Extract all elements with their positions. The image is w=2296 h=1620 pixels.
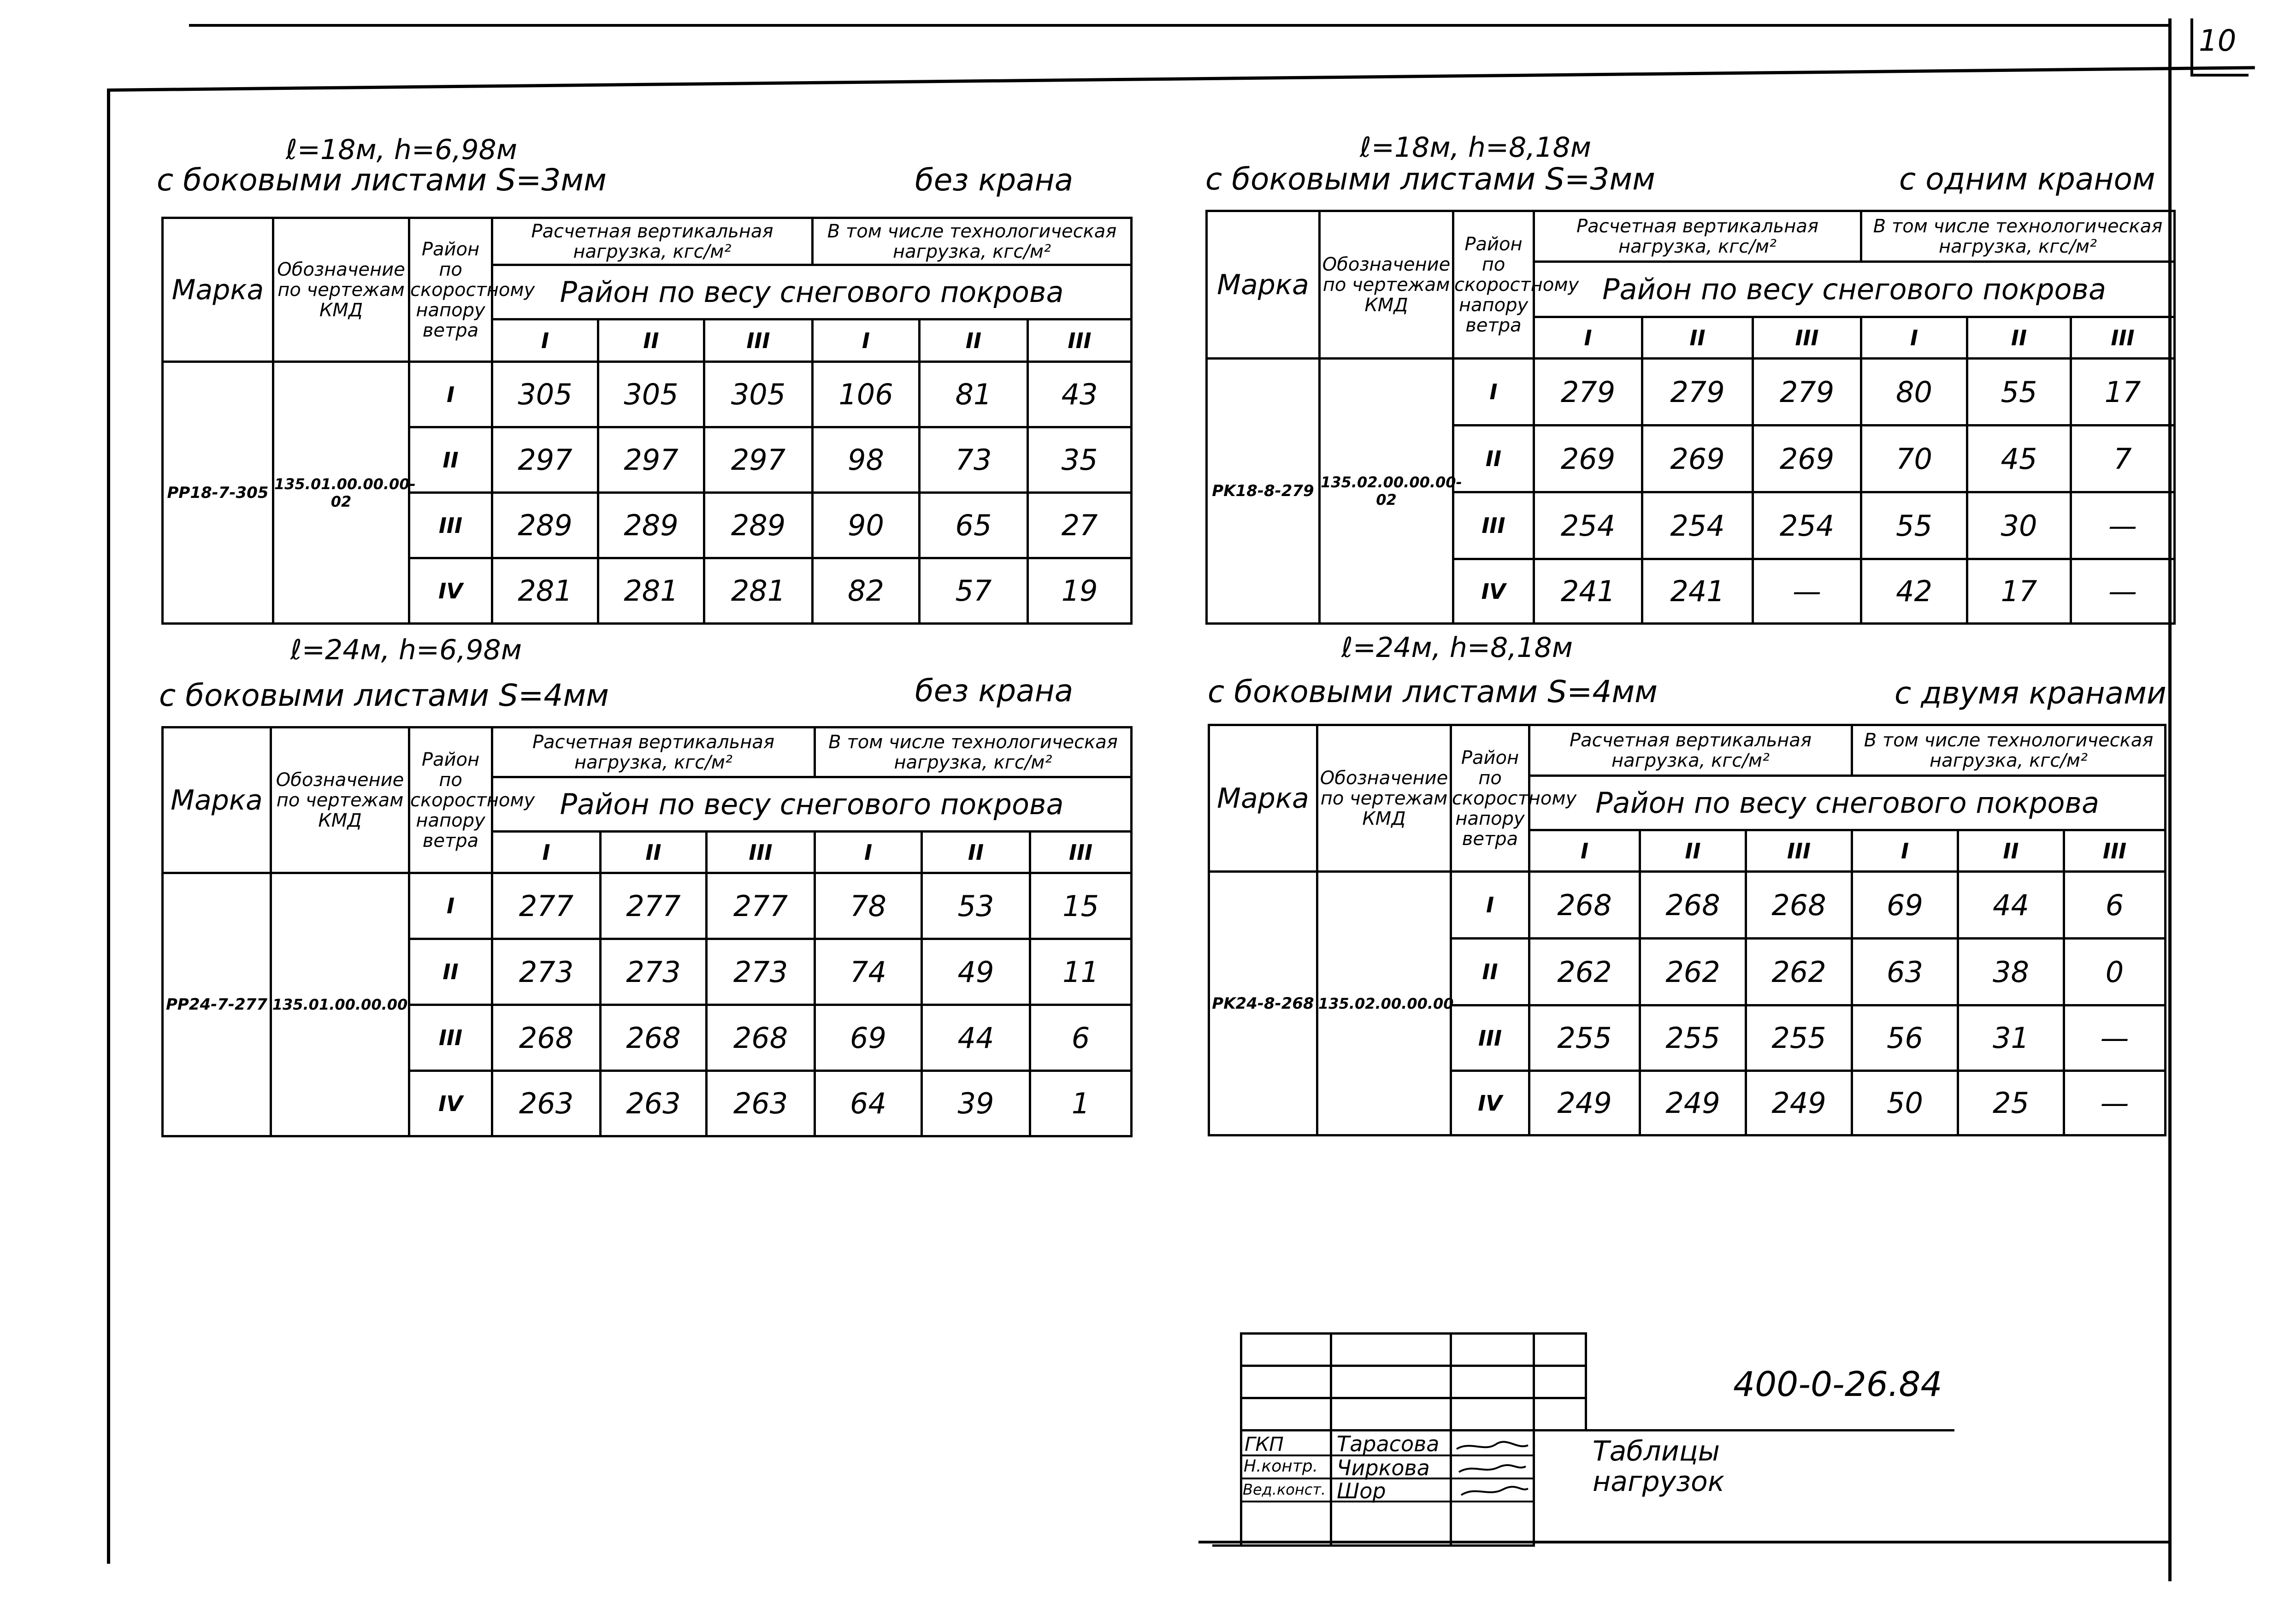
table-3-snow-region: III xyxy=(1030,832,1132,873)
title-block-line xyxy=(1212,1544,1535,1547)
table-cell: 268 xyxy=(492,1005,601,1071)
table-2-wind-region: IV xyxy=(1453,559,1534,624)
table-cell: 249 xyxy=(1746,1071,1852,1135)
table-cell: 262 xyxy=(1640,939,1746,1005)
table-cell: 65 xyxy=(920,493,1028,558)
table-cell: 297 xyxy=(598,427,704,493)
table-cell: 273 xyxy=(707,939,815,1005)
table-2-tech-load-header: В том числе технологическая нагрузка, кгс/м² xyxy=(1861,211,2175,262)
table-1-snow-region: III xyxy=(1028,319,1132,362)
table-4-snow-header: Район по весу снегового покрова xyxy=(1529,776,2166,830)
table-4-mark-header: Марка xyxy=(1209,725,1317,872)
table-4-wind-header: Район по скоростному напору ветра xyxy=(1451,725,1529,872)
table-4-snow-region: II xyxy=(1958,830,2064,872)
table-4-brand: PK24-8-268 xyxy=(1209,872,1317,1135)
table-1-designation: 135.01.00.00.00-02 xyxy=(273,362,409,624)
table-cell: 25 xyxy=(1958,1071,2064,1135)
table-cell: 57 xyxy=(920,558,1028,624)
table-2-design-load-header: Расчетная вертикальная нагрузка, кгс/м² xyxy=(1534,211,1861,262)
table-3-mark-header: Марка xyxy=(163,727,271,873)
table-2-snow-region: I xyxy=(1534,317,1642,359)
table-cell: 35 xyxy=(1028,427,1132,493)
table-cell: 277 xyxy=(492,873,601,939)
table-1-snow-region: II xyxy=(920,319,1028,362)
table-cell: 263 xyxy=(707,1071,815,1136)
frame-inner-top-line xyxy=(107,66,2255,92)
table-2-sheets: с боковыми листами S=3мм xyxy=(1205,161,1655,197)
table-2-snow-region: II xyxy=(1967,317,2071,359)
table-1-brand: PP18-7-305 xyxy=(163,362,273,624)
table-3-brand: PP24-7-277 xyxy=(163,873,271,1136)
table-cell: 263 xyxy=(492,1071,601,1136)
table-cell: 0 xyxy=(2064,939,2166,1005)
table-3-tech-load-header: В том числе технологическая нагрузка, кгс/м² xyxy=(815,727,1132,777)
sheet-number: 10 xyxy=(2199,24,2237,58)
table-1-sheets: с боковыми листами S=3мм xyxy=(157,162,607,198)
person-name: Шор xyxy=(1337,1478,1386,1503)
table-2-mark-header: Марка xyxy=(1207,211,1320,359)
table-cell: 269 xyxy=(1534,426,1642,492)
title-block-line xyxy=(1240,1332,1242,1544)
table-cell: — xyxy=(2071,559,2175,624)
table-cell: 281 xyxy=(704,558,813,624)
table-cell: 279 xyxy=(1753,359,1861,426)
table-cell: 273 xyxy=(492,939,601,1005)
table-cell: 241 xyxy=(1642,559,1753,624)
table-cell: 56 xyxy=(1852,1005,1958,1071)
table-3-snow-header: Район по весу снегового покрова xyxy=(492,777,1132,832)
table-3-wind-region: IV xyxy=(409,1071,492,1136)
table-cell: 305 xyxy=(598,362,704,427)
document-code: 400-0-26.84 xyxy=(1733,1365,1942,1404)
table-4-snow-region: III xyxy=(1746,830,1852,872)
table-1-snow-region: III xyxy=(704,319,813,362)
table-cell: 249 xyxy=(1640,1071,1746,1135)
table-1-designation-header: Обозначение по чертежам КМД xyxy=(273,218,409,362)
table-cell: 277 xyxy=(601,873,707,939)
table-3-designation: 135.01.00.00.00 xyxy=(271,873,409,1136)
table-3-sheets: с боковыми листами S=4мм xyxy=(159,678,609,713)
table-1-snow-region: I xyxy=(813,319,920,362)
table-3-snow-region: I xyxy=(815,832,922,873)
role-label: Вед.конст. xyxy=(1243,1481,1326,1498)
table-cell: 1 xyxy=(1030,1071,1132,1136)
table-2-crane: с одним краном xyxy=(1899,161,2155,197)
title-block-line xyxy=(1585,1332,1587,1431)
table-4-wind-region: II xyxy=(1451,939,1529,1005)
document-title: Таблицы нагрузок xyxy=(1593,1435,1724,1498)
load-table-4 xyxy=(1208,724,2166,1136)
table-1-wind-region: IV xyxy=(409,558,492,624)
table-cell: 6 xyxy=(1030,1005,1132,1071)
table-4-snow-region: I xyxy=(1852,830,1958,872)
table-1-snow-region: II xyxy=(598,319,704,362)
signatures xyxy=(1452,1431,1533,1501)
table-3-wind-region: II xyxy=(409,939,492,1005)
table-cell: 45 xyxy=(1967,426,2071,492)
table-cell: 262 xyxy=(1746,939,1852,1005)
table-2-brand: PK18-8-279 xyxy=(1207,359,1320,624)
table-cell: 15 xyxy=(1030,873,1132,939)
table-4-snow-region: II xyxy=(1640,830,1746,872)
table-cell: 70 xyxy=(1861,426,1967,492)
table-cell: 27 xyxy=(1028,493,1132,558)
table-cell: 268 xyxy=(1640,872,1746,939)
table-cell: 17 xyxy=(1967,559,2071,624)
table-cell: 64 xyxy=(815,1071,922,1136)
table-cell: 255 xyxy=(1746,1005,1852,1071)
table-cell: 53 xyxy=(922,873,1030,939)
table-2-snow-header: Район по весу снегового покрова xyxy=(1534,262,2175,317)
table-cell: 55 xyxy=(1967,359,2071,426)
table-cell: 268 xyxy=(601,1005,707,1071)
table-1-wind-region: III xyxy=(409,493,492,558)
table-cell: 268 xyxy=(1746,872,1852,939)
table-cell: 49 xyxy=(922,939,1030,1005)
table-cell: 74 xyxy=(815,939,922,1005)
table-cell: 69 xyxy=(815,1005,922,1071)
load-table-1 xyxy=(161,217,1133,625)
table-cell: 44 xyxy=(1958,872,2064,939)
table-cell: 249 xyxy=(1529,1071,1640,1135)
table-cell: 255 xyxy=(1529,1005,1640,1071)
table-4-span: ℓ=24м, h=8,18м xyxy=(1341,632,1573,664)
table-cell: 6 xyxy=(2064,872,2166,939)
table-3-span: ℓ=24м, h=6,98м xyxy=(290,634,522,666)
table-1-wind-region: I xyxy=(409,362,492,427)
table-cell: 279 xyxy=(1642,359,1753,426)
table-2-snow-region: I xyxy=(1861,317,1967,359)
table-cell: 73 xyxy=(920,427,1028,493)
table-2-wind-region: III xyxy=(1453,492,1534,559)
table-1-wind-header: Район по скоростному напору ветра xyxy=(409,218,492,362)
table-cell: — xyxy=(2064,1005,2166,1071)
table-cell: 273 xyxy=(601,939,707,1005)
table-4-snow-region: I xyxy=(1529,830,1640,872)
table-cell: — xyxy=(2064,1071,2166,1135)
table-cell: 90 xyxy=(813,493,920,558)
table-cell: 30 xyxy=(1967,492,2071,559)
table-cell: 297 xyxy=(704,427,813,493)
table-cell: 254 xyxy=(1753,492,1861,559)
table-cell: 289 xyxy=(704,493,813,558)
table-3-wind-region: III xyxy=(409,1005,492,1071)
table-cell: 254 xyxy=(1534,492,1642,559)
table-cell: 305 xyxy=(492,362,598,427)
table-3-wind-header: Район по скоростному напору ветра xyxy=(409,727,492,873)
table-4-designation-header: Обозначение по чертежам КМД xyxy=(1317,725,1451,872)
table-1-span: ℓ=18м, h=6,98м xyxy=(286,134,517,166)
table-cell: 255 xyxy=(1640,1005,1746,1071)
frame-left-line xyxy=(107,89,110,1564)
table-4-wind-region: I xyxy=(1451,872,1529,939)
table-cell: 42 xyxy=(1861,559,1967,624)
person-name: Чиркова xyxy=(1337,1455,1430,1480)
table-cell: 7 xyxy=(2071,426,2175,492)
table-cell: 279 xyxy=(1534,359,1642,426)
table-1-tech-load-header: В том числе технологическая нагрузка, кгс/м² xyxy=(813,218,1132,265)
table-cell: 281 xyxy=(492,558,598,624)
table-cell: 63 xyxy=(1852,939,1958,1005)
table-cell: 38 xyxy=(1958,939,2064,1005)
table-3-snow-region: II xyxy=(601,832,707,873)
table-1-crane: без крана xyxy=(915,162,1074,198)
table-cell: — xyxy=(2071,492,2175,559)
table-cell: 268 xyxy=(707,1005,815,1071)
role-label: ГКП xyxy=(1245,1433,1284,1455)
table-4-wind-region: III xyxy=(1451,1005,1529,1071)
table-cell: 269 xyxy=(1753,426,1861,492)
table-2-designation: 135.02.00.00.00-02 xyxy=(1320,359,1453,624)
table-cell: 106 xyxy=(813,362,920,427)
table-1-snow-region: I xyxy=(492,319,598,362)
table-cell: 262 xyxy=(1529,939,1640,1005)
table-2-wind-region: II xyxy=(1453,426,1534,492)
table-cell: 69 xyxy=(1852,872,1958,939)
table-cell: 289 xyxy=(492,493,598,558)
table-3-snow-region: III xyxy=(707,832,815,873)
table-1-wind-region: II xyxy=(409,427,492,493)
table-cell: 277 xyxy=(707,873,815,939)
table-cell: 44 xyxy=(922,1005,1030,1071)
table-2-designation-header: Обозначение по чертежам КМД xyxy=(1320,211,1453,359)
table-cell: 19 xyxy=(1028,558,1132,624)
table-2-snow-region: III xyxy=(2071,317,2175,359)
table-2-snow-region: III xyxy=(1753,317,1861,359)
table-cell: 82 xyxy=(813,558,920,624)
table-4-crane: с двумя кранами xyxy=(1895,675,2166,711)
table-cell: 81 xyxy=(920,362,1028,427)
table-4-design-load-header: Расчетная вертикальная нагрузка, кгс/м² xyxy=(1529,725,1852,776)
table-cell: 39 xyxy=(922,1071,1030,1136)
frame-bottom-line xyxy=(1198,1541,2171,1543)
title-block-line xyxy=(1533,1332,1535,1544)
table-cell: 268 xyxy=(1529,872,1640,939)
person-name: Тарасова xyxy=(1337,1431,1440,1456)
table-1-mark-header: Марка xyxy=(163,218,273,362)
table-cell: 78 xyxy=(815,873,922,939)
table-1-design-load-header: Расчетная вертикальная нагрузка, кгс/м² xyxy=(492,218,813,265)
table-4-snow-region: III xyxy=(2064,830,2166,872)
table-cell: 263 xyxy=(601,1071,707,1136)
title-block-line xyxy=(1240,1501,1535,1502)
table-1-snow-header: Район по весу снегового покрова xyxy=(492,265,1132,319)
table-cell: 305 xyxy=(704,362,813,427)
table-3-snow-region: I xyxy=(492,832,601,873)
table-4-tech-load-header: В том числе технологическая нагрузка, кгс/м² xyxy=(1852,725,2166,776)
load-table-3 xyxy=(161,726,1133,1137)
table-cell: 17 xyxy=(2071,359,2175,426)
table-cell: 31 xyxy=(1958,1005,2064,1071)
table-4-designation: 135.02.00.00.00 xyxy=(1317,872,1451,1135)
role-label: Н.контр. xyxy=(1244,1457,1318,1476)
table-2-wind-region: I xyxy=(1453,359,1534,426)
title-block-line xyxy=(1330,1332,1332,1544)
frame-top-line xyxy=(189,24,2171,27)
table-cell: 80 xyxy=(1861,359,1967,426)
table-cell: 55 xyxy=(1861,492,1967,559)
table-cell: 50 xyxy=(1852,1071,1958,1135)
table-cell: 98 xyxy=(813,427,920,493)
table-cell: 43 xyxy=(1028,362,1132,427)
table-cell: 254 xyxy=(1642,492,1753,559)
table-3-snow-region: II xyxy=(922,832,1030,873)
table-cell: 297 xyxy=(492,427,598,493)
table-2-wind-header: Район по скоростному напору ветра xyxy=(1453,211,1534,359)
table-cell: — xyxy=(1753,559,1861,624)
table-3-crane: без крана xyxy=(915,673,1074,709)
table-cell: 241 xyxy=(1534,559,1642,624)
table-cell: 281 xyxy=(598,558,704,624)
load-table-2 xyxy=(1205,210,2176,625)
table-2-span: ℓ=18м, h=8,18м xyxy=(1360,131,1591,164)
table-3-designation-header: Обозначение по чертежам КМД xyxy=(271,727,409,873)
table-3-design-load-header: Расчетная вертикальная нагрузка, кгс/м² xyxy=(492,727,815,777)
table-cell: 269 xyxy=(1642,426,1753,492)
table-4-sheets: с боковыми листами S=4мм xyxy=(1208,674,1658,709)
table-cell: 289 xyxy=(598,493,704,558)
table-4-wind-region: IV xyxy=(1451,1071,1529,1135)
table-2-snow-region: II xyxy=(1642,317,1753,359)
table-3-wind-region: I xyxy=(409,873,492,939)
table-cell: 11 xyxy=(1030,939,1132,1005)
